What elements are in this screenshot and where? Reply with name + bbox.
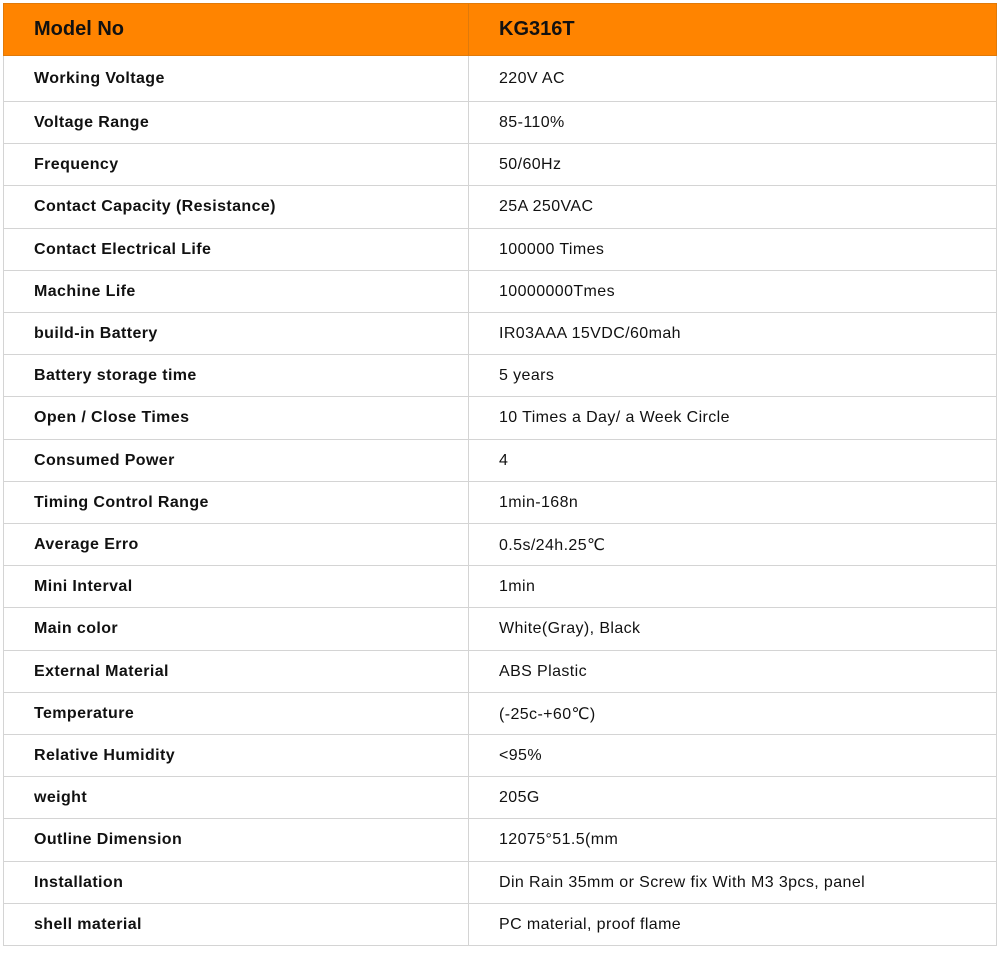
spec-label: build-in Battery — [4, 313, 469, 355]
spec-label: Installation — [4, 862, 469, 904]
table-row — [4, 819, 997, 862]
spec-label: Frequency — [4, 144, 469, 186]
table-row — [4, 229, 997, 271]
table-row — [4, 56, 997, 102]
spec-value: IR03AAA 15VDC/60mah — [469, 313, 997, 355]
spec-label: weight — [4, 777, 469, 819]
spec-label: Mini Interval — [4, 566, 469, 608]
table-row — [4, 355, 997, 397]
header-model-value: KG316T — [469, 4, 997, 56]
spec-value: 0.5s/24h.25℃ — [469, 524, 997, 566]
spec-label: Contact Electrical Life — [4, 229, 469, 271]
table-row — [4, 566, 997, 608]
header-model-no-label: Model No — [4, 4, 469, 56]
table-row — [4, 397, 997, 440]
table-row — [4, 186, 997, 229]
table-row — [4, 735, 997, 777]
table-row — [4, 777, 997, 819]
spec-value: 85-110% — [469, 102, 997, 144]
spec-value: 12075°51.5(mm — [469, 819, 997, 862]
spec-value: 100000 Times — [469, 229, 997, 271]
spec-value: 205G — [469, 777, 997, 819]
table-row — [4, 608, 997, 651]
table-row — [4, 693, 997, 735]
table-row — [4, 651, 997, 693]
spec-label: Open / Close Times — [4, 397, 469, 440]
spec-label: External Material — [4, 651, 469, 693]
spec-value: 220V AC — [469, 56, 997, 102]
table-header-row — [4, 4, 997, 56]
spec-value: White(Gray), Black — [469, 608, 997, 651]
table-row — [4, 144, 997, 186]
table-row — [4, 271, 997, 313]
table-row — [4, 862, 997, 904]
spec-value: Din Rain 35mm or Screw fix With M3 3pcs, panel — [469, 862, 997, 904]
spec-label: Working Voltage — [4, 56, 469, 102]
spec-table — [3, 3, 997, 946]
spec-value: 1min — [469, 566, 997, 608]
spec-value: (-25c-+60℃) — [469, 693, 997, 735]
spec-label: shell material — [4, 904, 469, 946]
spec-value: <95% — [469, 735, 997, 777]
spec-value: 4 — [469, 440, 997, 482]
spec-value: ABS Plastic — [469, 651, 997, 693]
spec-value: 5 years — [469, 355, 997, 397]
spec-label: Average Erro — [4, 524, 469, 566]
spec-label: Main color — [4, 608, 469, 651]
table-row — [4, 102, 997, 144]
spec-table-body — [4, 56, 997, 946]
spec-label: Contact Capacity (Resistance) — [4, 186, 469, 229]
spec-value: 50/60Hz — [469, 144, 997, 186]
spec-label: Battery storage time — [4, 355, 469, 397]
table-row — [4, 482, 997, 524]
table-row — [4, 440, 997, 482]
spec-value: 10000000Tmes — [469, 271, 997, 313]
spec-label: Voltage Range — [4, 102, 469, 144]
spec-label: Consumed Power — [4, 440, 469, 482]
spec-value: PC material, proof flame — [469, 904, 997, 946]
spec-label: Machine Life — [4, 271, 469, 313]
spec-value: 1min-168n — [469, 482, 997, 524]
spec-label: Timing Control Range — [4, 482, 469, 524]
table-row — [4, 313, 997, 355]
spec-label: Temperature — [4, 693, 469, 735]
spec-label: Outline Dimension — [4, 819, 469, 862]
spec-value: 25A 250VAC — [469, 186, 997, 229]
spec-value: 10 Times a Day/ a Week Circle — [469, 397, 997, 440]
table-row — [4, 904, 997, 946]
table-row — [4, 524, 997, 566]
spec-label: Relative Humidity — [4, 735, 469, 777]
